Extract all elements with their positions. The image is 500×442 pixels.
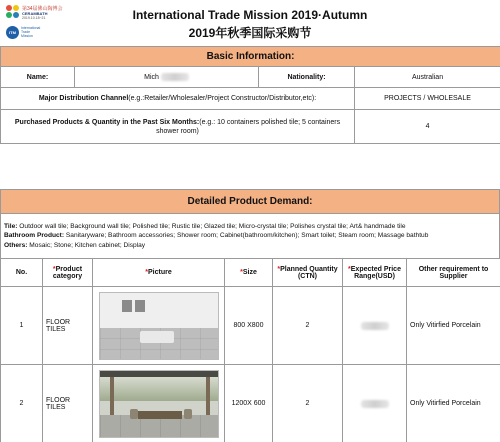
name-value: Mich (144, 73, 159, 81)
name-cell (75, 67, 259, 88)
name-label: Name: (1, 67, 75, 88)
logo-date-text: 2019.10.18~21 (22, 16, 46, 20)
col-category: *Product category (43, 259, 93, 287)
redacted-name (161, 73, 189, 81)
nationality-label: Nationality: (259, 67, 355, 88)
table-row (1, 365, 500, 442)
product-table (0, 258, 500, 442)
channel-value: PROJECTS / WHOLESALE (355, 88, 500, 110)
channel-label-cell (1, 88, 355, 110)
row-other: Only Vitirfied Porcelain (407, 287, 500, 365)
col-other: Other requirement to Supplier (407, 259, 500, 287)
col-quantity: *Planned Quantity (CTN) (273, 259, 343, 287)
product-header-row (1, 259, 500, 287)
row-no: 2 (1, 365, 43, 442)
row-quantity: 2 (273, 287, 343, 365)
purchased-label: Purchased Products & Quantity in the Past Six Months: (14, 118, 200, 126)
demand-table (0, 189, 500, 259)
row-category: FLOOR TILES (43, 287, 93, 365)
logo2-line-2: Trade (21, 30, 31, 34)
basic-info-band: Basic Information: (1, 47, 500, 67)
logo2-line-3: Mission (21, 34, 33, 38)
row-picture (93, 365, 225, 442)
table-row (1, 287, 500, 365)
channel-label: Major Distribution Channel (38, 95, 129, 102)
logo-en-text: CERAMBATH (22, 11, 48, 16)
channel-hint: (e.g.:Retailer/Wholesaler/Project Constructor/Distributor,etc): (128, 95, 317, 102)
row-no: 1 (1, 287, 43, 365)
row-category: FLOOR TILES (43, 365, 93, 442)
demand-tile-line: Tile: Outdoor wall tile; Background wall tile; Polished tile; Rustic tile; Glazed tile; Micro-crystal tile; Polishes crystal tile; Art& handmade tile (4, 222, 406, 230)
row-price (343, 287, 407, 365)
nationality-value: Australian (355, 67, 500, 88)
demand-other-line: Others: Mosaic; Stone; Kitchen cabinet; Display (4, 241, 146, 249)
purchased-value: 4 (355, 110, 500, 144)
demand-categories (1, 214, 500, 259)
demand-bath-line: Bathroom Product: Sanitaryware; Bathroom accessories; Shower room; Cabinet(bathroom/kitchen); Smart toilet; Steam room; Massage bathtub (4, 232, 429, 240)
logo2-line-1: International (21, 26, 41, 30)
purchased-label-cell (1, 110, 355, 144)
row-price (343, 365, 407, 442)
col-size: *Size (225, 259, 273, 287)
page-title-cn: 2019年秋季国际采购节 (188, 26, 312, 40)
redacted-price (361, 322, 389, 330)
logo-cn-text: 第34届佛山陶博会 (22, 6, 63, 12)
row-size: 800 X800 (225, 287, 273, 365)
row-quantity: 2 (273, 365, 343, 442)
form-header (0, 0, 500, 46)
col-picture: *Picture (93, 259, 225, 287)
demand-band: Detailed Product Demand: (1, 190, 500, 214)
basic-info-table (0, 46, 500, 144)
product-image-patio (99, 370, 219, 438)
col-no: No. (1, 259, 43, 287)
page-title-en: International Trade Mission 2019·Autumn (132, 8, 368, 22)
row-picture (93, 287, 225, 365)
product-image-living-room (99, 292, 219, 360)
row-size: 1200X 600 (225, 365, 273, 442)
col-price: *Expected Price Range(USD) (343, 259, 407, 287)
row-other: Only Vitirfied Porcelain (407, 365, 500, 442)
itm-globe-icon: ITM (6, 26, 19, 39)
purchased-hint: (e.g.: 10 containers polished tile; 5 containers shower room) (156, 118, 341, 135)
redacted-price (361, 400, 389, 408)
